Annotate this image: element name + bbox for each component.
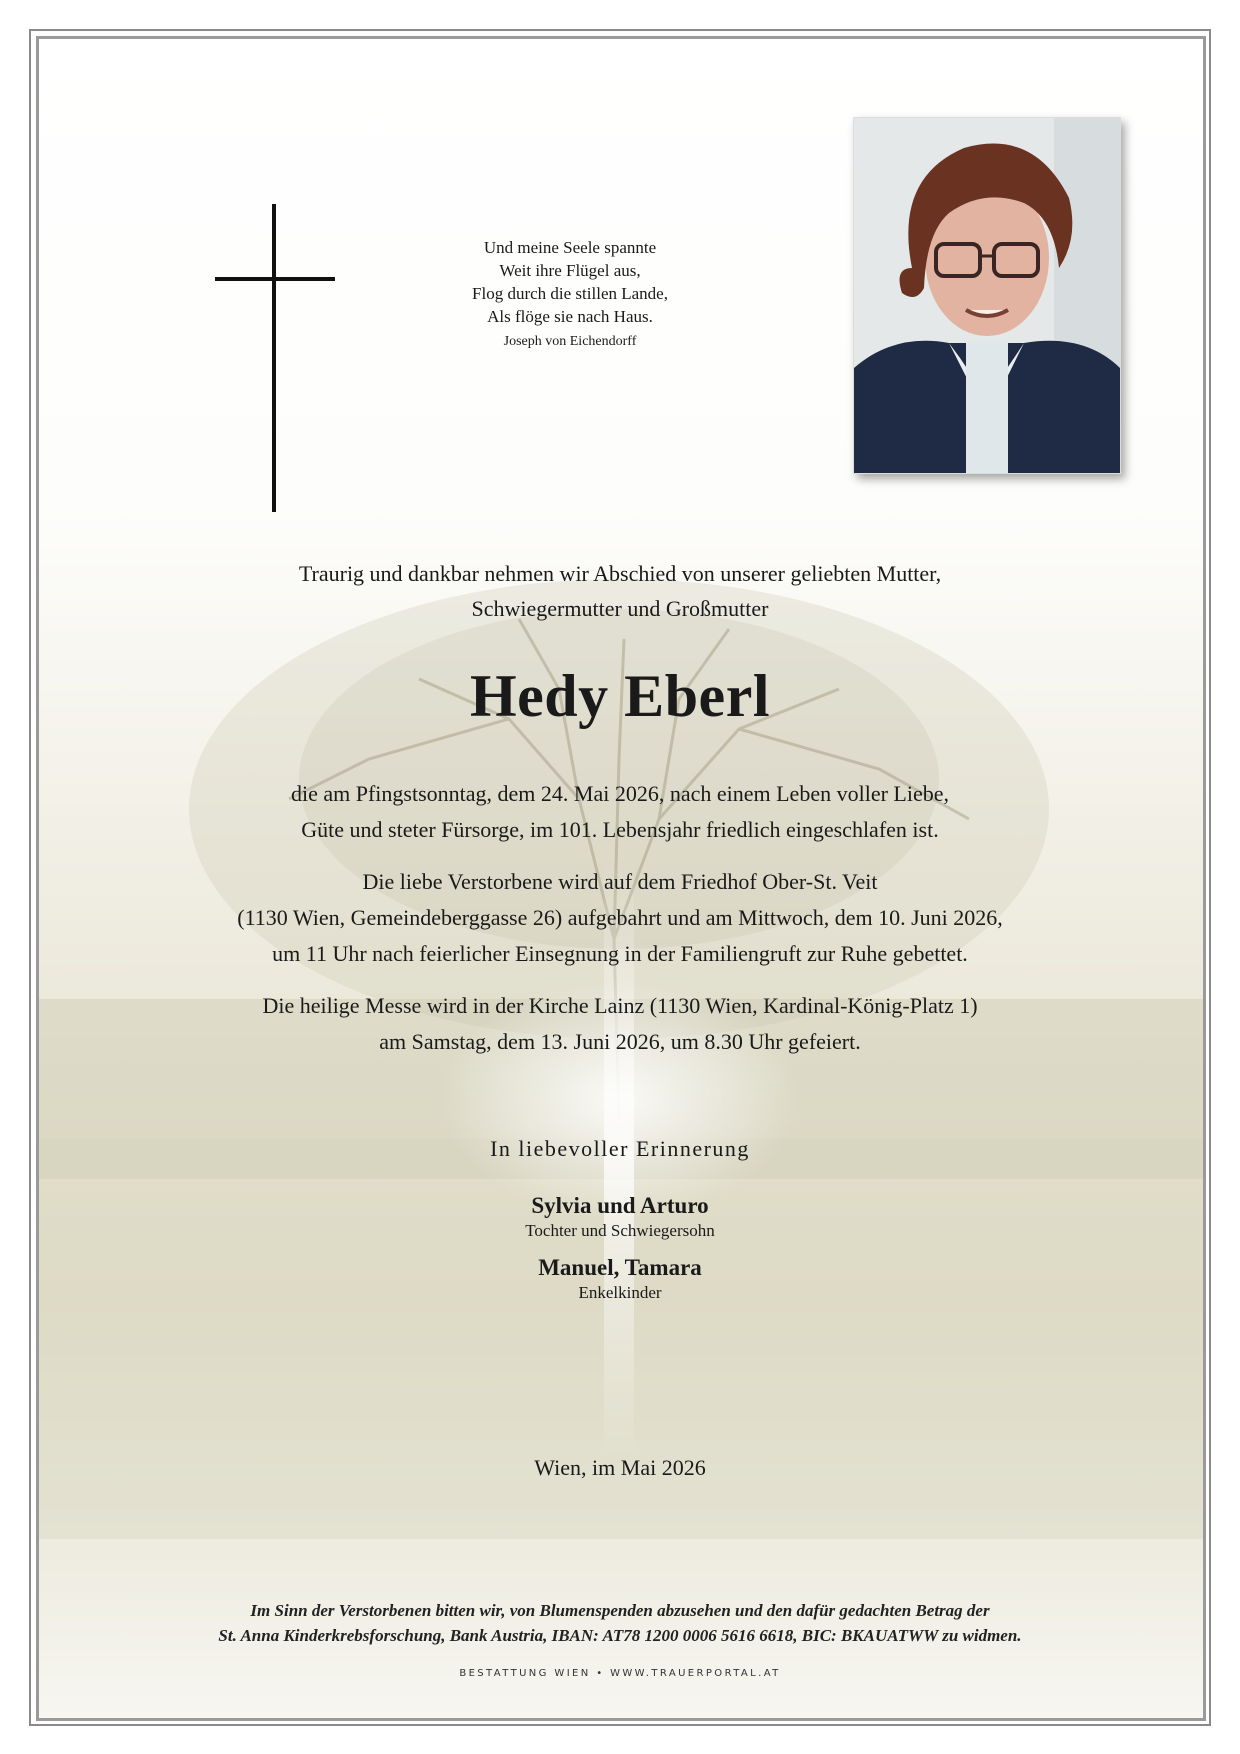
family-entry <box>360 1255 880 1303</box>
deceased-name: Hedy Eberl <box>470 663 770 729</box>
portrait-photo <box>853 117 1121 474</box>
note-line: Im Sinn der Verstorbenen bitten wir, von Blumenspenden abzusehen und den dafür gedachten Betrag der <box>250 1601 990 1620</box>
memory-heading: In liebevoller Erinnerung <box>490 1136 750 1161</box>
footer-imprint: BESTATTUNG WIEN • WWW.TRAUERPORTAL.AT <box>459 1668 781 1679</box>
family-relation: Tochter und Schwiegersohn <box>525 1221 715 1240</box>
mass-paragraph <box>140 988 1100 1060</box>
text-line: Die liebe Verstorbene wird auf dem Friedhof Ober-St. Veit <box>362 869 878 894</box>
family-names: Sylvia und Arturo <box>531 1193 709 1218</box>
place-and-date: Wien, im Mai 2026 <box>534 1455 706 1480</box>
passing-paragraph <box>140 776 1100 848</box>
family-names: Manuel, Tamara <box>538 1255 702 1280</box>
note-line: St. Anna Kinderkrebsforschung, Bank Austria, IBAN: AT78 1200 0006 5616 6618, BIC: BKAUATWW zu widmen. <box>218 1626 1022 1645</box>
text-line: am Samstag, dem 13. Juni 2026, um 8.30 Uhr gefeiert. <box>379 1029 861 1054</box>
poem-line: Weit ihre Flügel aus, <box>499 261 641 280</box>
poem-line: Und meine Seele spannte <box>483 238 657 257</box>
poem-line: Als flöge sie nach Haus. <box>487 307 653 326</box>
text-line: um 11 Uhr nach feierlicher Einsegnung in der Familiengruft zur Ruhe gebettet. <box>272 941 968 966</box>
poem-author: Joseph von Eichendorff <box>503 334 637 349</box>
poem <box>400 236 740 353</box>
text-line: Güte und steter Fürsorge, im 101. Lebensjahr friedlich eingeschlafen ist. <box>301 817 939 842</box>
poem-line: Flog durch die stillen Lande, <box>472 284 668 303</box>
family-entry <box>360 1193 880 1241</box>
text-line: Die heilige Messe wird in der Kirche Lainz (1130 Wien, Kardinal-König-Platz 1) <box>262 993 978 1018</box>
donation-note <box>120 1598 1120 1648</box>
intro-line: Traurig und dankbar nehmen wir Abschied von unserer geliebten Mutter, <box>298 561 942 586</box>
text-line: (1130 Wien, Gemeindeberggasse 26) aufgebahrt und am Mittwoch, dem 10. Juni 2026, <box>237 905 1003 930</box>
text-line: die am Pfingstsonntag, dem 24. Mai 2026, nach einem Leben voller Liebe, <box>290 781 949 806</box>
intro-line: Schwiegermutter und Großmutter <box>471 596 769 621</box>
burial-paragraph <box>140 864 1100 972</box>
family-relation: Enkelkinder <box>578 1283 662 1302</box>
cross-icon <box>215 204 335 512</box>
announcement-intro <box>160 556 1080 626</box>
